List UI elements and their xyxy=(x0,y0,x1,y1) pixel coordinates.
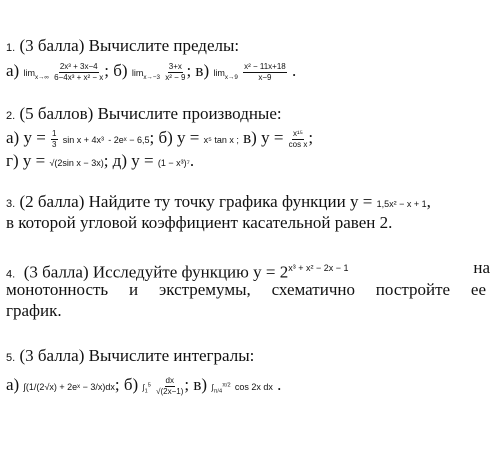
task-number: 3. xyxy=(6,198,16,210)
part-label: г) y = xyxy=(6,151,46,170)
integral-limits: $\int_{\pi/4}^{\pi/2}$ xyxy=(211,382,231,395)
fraction: $\frac{1}{3}$ xyxy=(52,128,57,149)
math-expression: - 2eˣ − 6,5 xyxy=(108,135,150,145)
limit-operator: $\lim_{x\to 9}$ xyxy=(213,68,238,81)
task-number: 4. xyxy=(6,268,16,281)
part-label: ; б) y = xyxy=(149,128,200,147)
end-punct: . xyxy=(277,375,282,394)
task-text: (3 балла) Исследуйте функцию y = 2 xyxy=(23,262,289,282)
task-3-line-1 xyxy=(6,192,431,214)
task-title: (5 баллов) Вычислите производные: xyxy=(19,104,282,123)
task-1-title-line xyxy=(6,36,239,58)
math-expression: (1 − x³)⁷ xyxy=(157,158,190,168)
end-punct: . xyxy=(291,61,297,80)
math-expression: sin x + 4x³ xyxy=(62,135,105,145)
math-expression: 1,5x² − x + 1 xyxy=(376,199,427,209)
task-2-line-1 xyxy=(6,128,313,150)
math-expression: √(2sin x − 3x) xyxy=(49,158,104,168)
task-2-title-line xyxy=(6,104,282,126)
part-label: а) xyxy=(6,375,20,394)
task-number: 2. xyxy=(6,110,16,122)
task-number: 1. xyxy=(6,42,16,54)
task-1-limits-line xyxy=(6,61,296,88)
task-text: график. xyxy=(6,301,62,320)
end-punct: ; xyxy=(308,128,314,147)
part-label: в) y = xyxy=(243,128,284,147)
limit-operator: $\lim_{x\to\infty}$ xyxy=(23,68,49,81)
fraction: $\frac{\text{x¹⁵}}{\text{cos x}}$ xyxy=(288,128,308,149)
task-text: в которой угловой коэффициент касательной равен 2. xyxy=(6,213,393,232)
task-3-line-2 xyxy=(6,213,392,233)
part-label: ; б) xyxy=(114,375,139,394)
part-label: а) xyxy=(6,61,20,80)
task-text: (2 балла) Найдите ту точку графика функции y = xyxy=(19,192,373,211)
exponent: x³ + x² − 2x − 1 xyxy=(288,263,349,273)
task-4-line-2 xyxy=(6,280,486,300)
task-number: 5. xyxy=(6,352,16,364)
math-expression: x⁵ tan x ; xyxy=(203,135,239,145)
task-2-line-2 xyxy=(6,151,194,173)
task-5-integrals-line xyxy=(6,375,281,402)
task-title: (3 балла) Вычислите пределы: xyxy=(19,36,240,55)
task-title: (3 балла) Вычислите интегралы: xyxy=(19,346,255,365)
task-4-line-3 xyxy=(6,301,62,321)
limit-fraction: $\frac{\text{2x³ + 3x−4}}{\text{6−4x³ + x² − x}}$ xyxy=(54,61,104,82)
limit-fraction: $\frac{\text{x² − 11x+18}}{x-9}$ xyxy=(244,61,286,82)
end-punct: . xyxy=(189,151,195,170)
limit-fraction: $\frac{3+x}{\text{x² − 9}}$ xyxy=(165,61,186,82)
task-5-title-line xyxy=(6,346,254,368)
part-label: ; в) xyxy=(186,61,210,80)
part-label: ; в) xyxy=(184,375,208,394)
part-label: ; б) xyxy=(104,61,128,80)
math-expression: cos 2x dx xyxy=(234,382,273,392)
integral-limits: $\int_1^5$ xyxy=(142,382,151,395)
end-punct: , xyxy=(426,192,431,211)
integral-expression: ∫(1/(2√x) + 2eˣ − 3/x)dx xyxy=(23,382,115,392)
task-text: на xyxy=(473,258,490,277)
limit-operator: $\lim_{x\to-3}$ xyxy=(131,68,160,81)
part-label: ; д) y = xyxy=(103,151,154,170)
part-label: а) y = xyxy=(6,128,46,147)
fraction: $\frac{dx}{√(2x-1)}$ xyxy=(156,375,184,396)
task-text: монотонность и экстремумы, схематично постройте ее xyxy=(6,280,486,299)
